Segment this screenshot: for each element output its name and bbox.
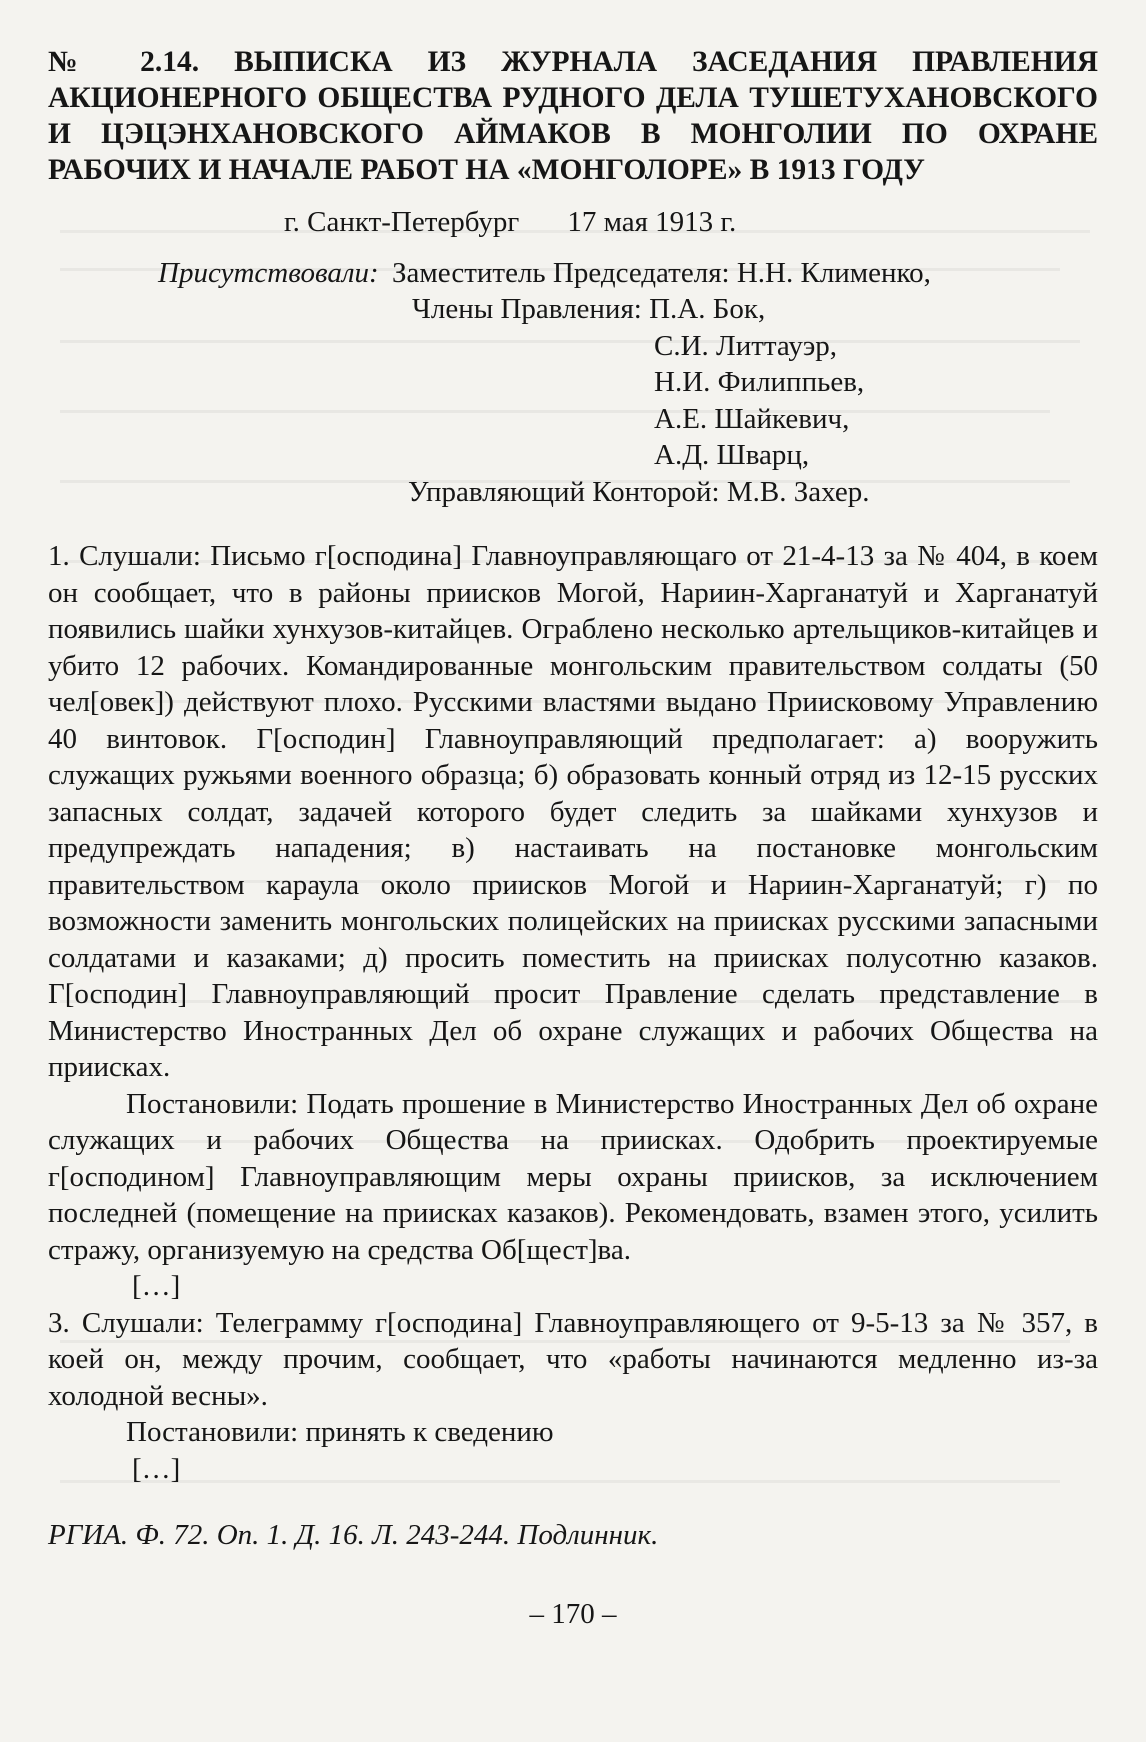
board-member: А.Е. Шайкевич, xyxy=(654,402,850,435)
office-manager: Управляющий Конторой: М.В. Захер. xyxy=(408,475,870,508)
board-member: Н.И. Филиппьев, xyxy=(654,366,865,398)
item-1-resolved: Постановили: Подать прошение в Министерство Иностранных Дел об охране служащих и рабочих Общества на приисках. Одобрить проектируемые г[осподином] Главноуправляющим меры охраны приисков, за исключением последней (помещение на приисках казаков). Рекомендовать, взамен этого, усилить стражу, организуемую на средства Об[щест]ва. xyxy=(48,1087,1098,1266)
item-3-heard: 3. Слушали: Телеграмму г[осподина] Главноуправляющего от 9-5-13 за № 357, в коей он, между прочим, сообщает, что «работы начинаются медленно из-за холодной весны». xyxy=(48,1306,1098,1412)
date: 17 мая 1913 г. xyxy=(567,206,737,238)
document-page xyxy=(48,44,1098,1632)
page-number: – 170 – xyxy=(529,1597,617,1630)
place-date-line xyxy=(48,204,1098,241)
item-1-heard: 1. Слушали: Письмо г[осподина] Главноуправляющаго от 21-4-13 за № 404, в коем он сообщает, что в районы приисков Могой, Нариин-Харганатуй и Харганатуй появились шайки хунхузов-китайцев. Ограблено несколько артельщиков-китайцев и убито 12 рабочих. Командированные монгольским правительством солдаты (50 чел[овек]) действуют плохо. Русскими властями выдано Приисковому Управлению 40 винтовок. Г[осподин] Главноуправляющий предполагает: а) вооружить служащих ружьями военного образца; б) образовать конный отряд из 12-15 русских запасных солдат, задачей которого будет следить за шайками хунхузов и предупреждать нападения; в) настаивать на постановке монгольским правительством караула около приисков Могой и Нариин-Харганатуй; г) по возможности заменить монгольских полицейских на приисках русскими запасными солдатами и казаками; д) просить поместить на приисках полусотню казаков. Г[осподин] Главноуправляющий просит Правление сделать представление в Министерство Иностранных Дел об охране служащих и рабочих Общества на приисках. xyxy=(48,540,1098,1083)
deputy-chairman: Заместитель Председателя: Н.Н. Клименко, xyxy=(392,256,931,289)
item-3-resolved: Постановили: принять к сведению xyxy=(126,1416,554,1448)
attendance-block xyxy=(48,255,1098,511)
attendance-label: Присутствовали: xyxy=(158,256,379,289)
board-members-label: Члены Правления: П.А. Бок, xyxy=(412,293,766,325)
document-title: № 2.14. ВЫПИСКА ИЗ ЖУРНАЛА ЗАСЕДАНИЯ ПРАВЛЕНИЯ АКЦИОНЕРНОГО ОБЩЕСТВА РУДНОГО ДЕЛА ТУШЕТУХАНОВСКОГО И ЦЭЦЭНХАНОВСКОГО АЙМАКОВ В МОНГОЛИИ ПО ОХРАНЕ РАБОЧИХ И НАЧАЛЕ РАБОТ НА «МОНГОЛОРЕ» В 1913 ГОДУ xyxy=(48,46,1098,186)
place: г. Санкт-Петербург xyxy=(284,206,520,238)
archival-source: РГИА. Ф. 72. Оп. 1. Д. 16. Л. 243-244. Подлинник. xyxy=(48,1519,659,1551)
omission-marker: […] xyxy=(132,1452,181,1485)
board-member: А.Д. Шварц, xyxy=(654,439,810,471)
omission-marker: […] xyxy=(132,1270,181,1302)
board-member: С.И. Литтауэр, xyxy=(654,329,838,362)
